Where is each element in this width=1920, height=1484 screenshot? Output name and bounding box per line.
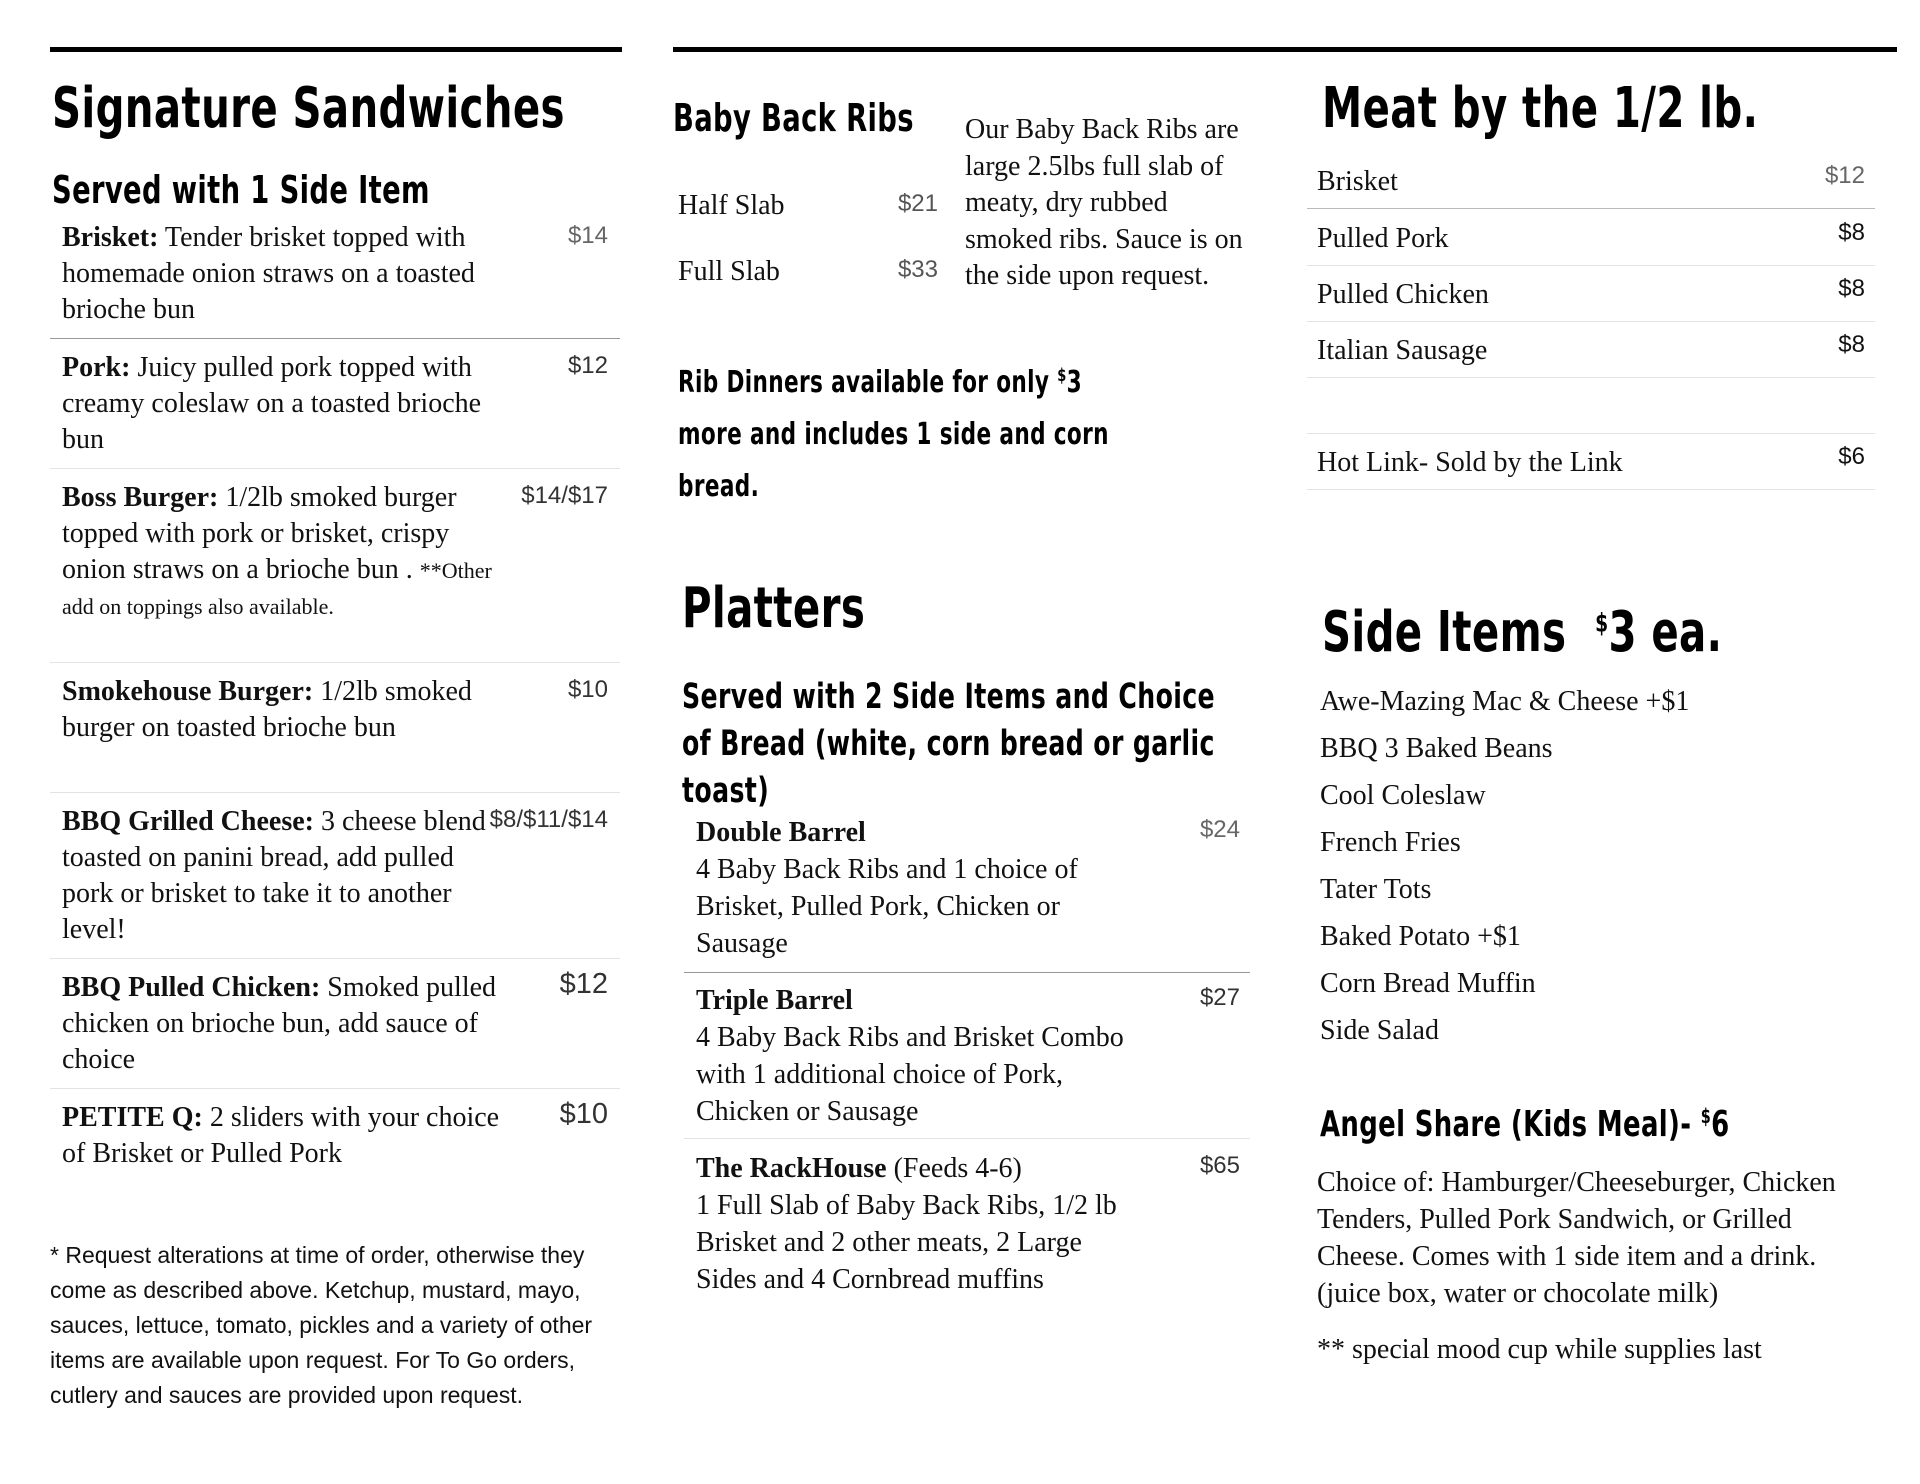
mood-cup-note: ** special mood cup while supplies last	[1317, 1334, 1762, 1365]
platter-price: $65	[1199, 1152, 1240, 1179]
meat-row-hot-link	[1307, 433, 1875, 490]
platter-desc: 4 Baby Back Ribs and Brisket Combo with 1 additional choice of Pork, Chicken or Sausage	[696, 1022, 1124, 1127]
kids-price: 6	[1711, 1104, 1730, 1145]
kids-meal-title	[1320, 1104, 1730, 1145]
menu-item-smokehouse-burger	[50, 672, 620, 793]
meat-row-pulled-pork	[1307, 209, 1875, 266]
item-price: $10	[559, 1098, 608, 1130]
item-desc: Smoked pulled chicken on brioche bun, add sauce of choice	[62, 972, 497, 1075]
item-name: BBQ Pulled Chicken:	[62, 972, 321, 1003]
rib-name: Half Slab	[678, 190, 785, 221]
platter-desc: 1 Full Slab of Baby Back Ribs, 1/2 lb Brisket and 2 other meats, 2 Large Sides and 4 Cornbread muffins	[696, 1190, 1117, 1295]
item-price: $14/$17	[521, 482, 608, 509]
rib-dinner-note	[678, 350, 1323, 513]
rib-row-full-slab	[678, 256, 938, 288]
item-desc: 1/2lb smoked burger topped with pork or brisket, crispy onion straws on a brioche bun .	[62, 482, 457, 585]
meat-name: Pulled Pork	[1317, 223, 1449, 254]
platter-rackhouse	[684, 1148, 1250, 1338]
platter-double-barrel	[684, 812, 1250, 973]
rib-row-half-slab	[678, 190, 938, 222]
side-item: Side Salad	[1320, 1015, 1439, 1046]
item-price: $8/$11/$14	[489, 806, 608, 833]
meat-name: Pulled Chicken	[1317, 279, 1489, 310]
side-item: Awe-Mazing Mac & Cheese +$1	[1320, 686, 1690, 717]
ribs-description: Our Baby Back Ribs are large 2.5lbs full slab of meaty, dry rubbed smoked ribs. Sauce is on the side upon request.	[965, 114, 1243, 291]
item-desc: 1/2lb smoked burger on toasted brioche bun	[62, 676, 472, 743]
meat-title: Meat by the 1/2 lb.	[1322, 76, 1759, 141]
top-rule-left	[50, 47, 622, 52]
top-rule-right	[673, 47, 1897, 52]
ribs-title: Baby Back Ribs	[673, 96, 914, 140]
item-desc: 2 sliders with your choice of Brisket or Pulled Pork	[62, 1102, 500, 1169]
platter-price: $27	[1199, 984, 1240, 1011]
platter-name: The RackHouse	[696, 1153, 887, 1184]
sides-price-dollar: $	[1595, 608, 1609, 639]
meat-row-italian-sausage	[1307, 321, 1875, 378]
item-desc: 3 cheese blend toasted on panini bread, add pulled pork or brisket to take it to another level!	[62, 806, 486, 945]
menu-item-brisket	[50, 218, 620, 339]
platter-desc: 4 Baby Back Ribs and 1 choice of Brisket, Pulled Pork, Chicken or Sausage	[696, 854, 1078, 959]
meat-row-empty	[1307, 377, 1875, 434]
rib-note-text-2: 3 more and includes 1 side and corn bread.	[678, 365, 1109, 504]
menu-item-pork	[50, 348, 620, 469]
meat-name: Hot Link- Sold by the Link	[1317, 447, 1623, 478]
meat-price: $8	[1838, 219, 1865, 246]
meat-price: $12	[1824, 162, 1865, 189]
platters-title: Platters	[682, 576, 866, 641]
meat-price: $8	[1838, 275, 1865, 302]
kids-price-dollar: $	[1700, 1104, 1712, 1128]
kids-meal-description: Choice of: Hamburger/Cheeseburger, Chicken Tenders, Pulled Pork Sandwich, or Grilled Cheese. Comes with 1 side item and a drink. (juice box, water or chocolate milk)	[1317, 1167, 1836, 1309]
item-name: Brisket:	[62, 222, 159, 253]
side-item: Baked Potato +$1	[1320, 921, 1521, 952]
rib-note-text-1: Rib Dinners available for only	[678, 365, 1058, 400]
rib-price: $33	[897, 256, 938, 283]
rib-price: $21	[897, 190, 938, 217]
rib-name: Full Slab	[678, 256, 780, 287]
menu-item-petite-q	[50, 1098, 620, 1182]
item-desc: Juicy pulled pork topped with creamy coleslaw on a toasted brioche bun	[62, 352, 482, 455]
platter-extra: (Feeds 4-6)	[886, 1153, 1022, 1184]
sandwiches-title: Signature Sandwiches	[52, 76, 565, 141]
item-name: PETITE Q:	[62, 1102, 203, 1133]
item-name: Pork:	[62, 352, 131, 383]
sides-title	[1322, 600, 1722, 665]
platter-price: $24	[1199, 816, 1240, 843]
meat-row-brisket	[1307, 152, 1875, 209]
menu-item-boss-burger	[50, 478, 620, 663]
item-price: $10	[567, 676, 608, 703]
sandwiches-subtitle: Served with 1 Side Item	[52, 168, 430, 212]
item-note: **Other add on toppings also available.	[62, 558, 492, 619]
item-name: Smokehouse Burger:	[62, 676, 314, 707]
side-item: BBQ 3 Baked Beans	[1320, 733, 1553, 764]
sides-price: 3 ea.	[1608, 600, 1723, 665]
menu-item-bbq-pulled-chicken	[50, 968, 620, 1089]
platter-name: Triple Barrel	[696, 985, 853, 1016]
sides-title-text: Side Items	[1322, 600, 1567, 665]
meat-name: Brisket	[1317, 166, 1398, 197]
meat-name: Italian Sausage	[1317, 335, 1488, 366]
alterations-footnote: * Request alterations at time of order, otherwise they come as described above. Ketchup, mustard, mayo, sauces, lettuce, tomato, pickles and a variety of other items are available upon request. For To Go orders, cutlery and sauces are provided upon request.	[50, 1242, 593, 1408]
meat-row-pulled-chicken	[1307, 265, 1875, 322]
item-desc: Tender brisket topped with homemade onion straws on a toasted brioche bun	[62, 222, 475, 325]
item-price: $14	[567, 222, 608, 249]
meat-price: $6	[1838, 443, 1865, 470]
side-item: Tater Tots	[1320, 874, 1432, 905]
item-name: Boss Burger:	[62, 482, 219, 513]
side-item: Corn Bread Muffin	[1320, 968, 1536, 999]
platters-subtitle: Served with 2 Side Items and Choice of Bread (white, corn bread or garlic toast)	[682, 677, 1215, 811]
side-item: French Fries	[1320, 827, 1461, 858]
meat-price: $8	[1838, 331, 1865, 358]
item-price: $12	[567, 352, 608, 379]
side-item: Cool Coleslaw	[1320, 780, 1486, 811]
platter-name: Double Barrel	[696, 817, 866, 848]
kids-title-text: Angel Share (Kids Meal)-	[1320, 1104, 1701, 1145]
platter-triple-barrel	[684, 980, 1250, 1139]
item-name: BBQ Grilled Cheese:	[62, 806, 314, 837]
rib-note-dollar: $	[1057, 365, 1067, 386]
menu-item-bbq-grilled-cheese	[50, 802, 620, 959]
item-price: $12	[559, 968, 608, 1000]
